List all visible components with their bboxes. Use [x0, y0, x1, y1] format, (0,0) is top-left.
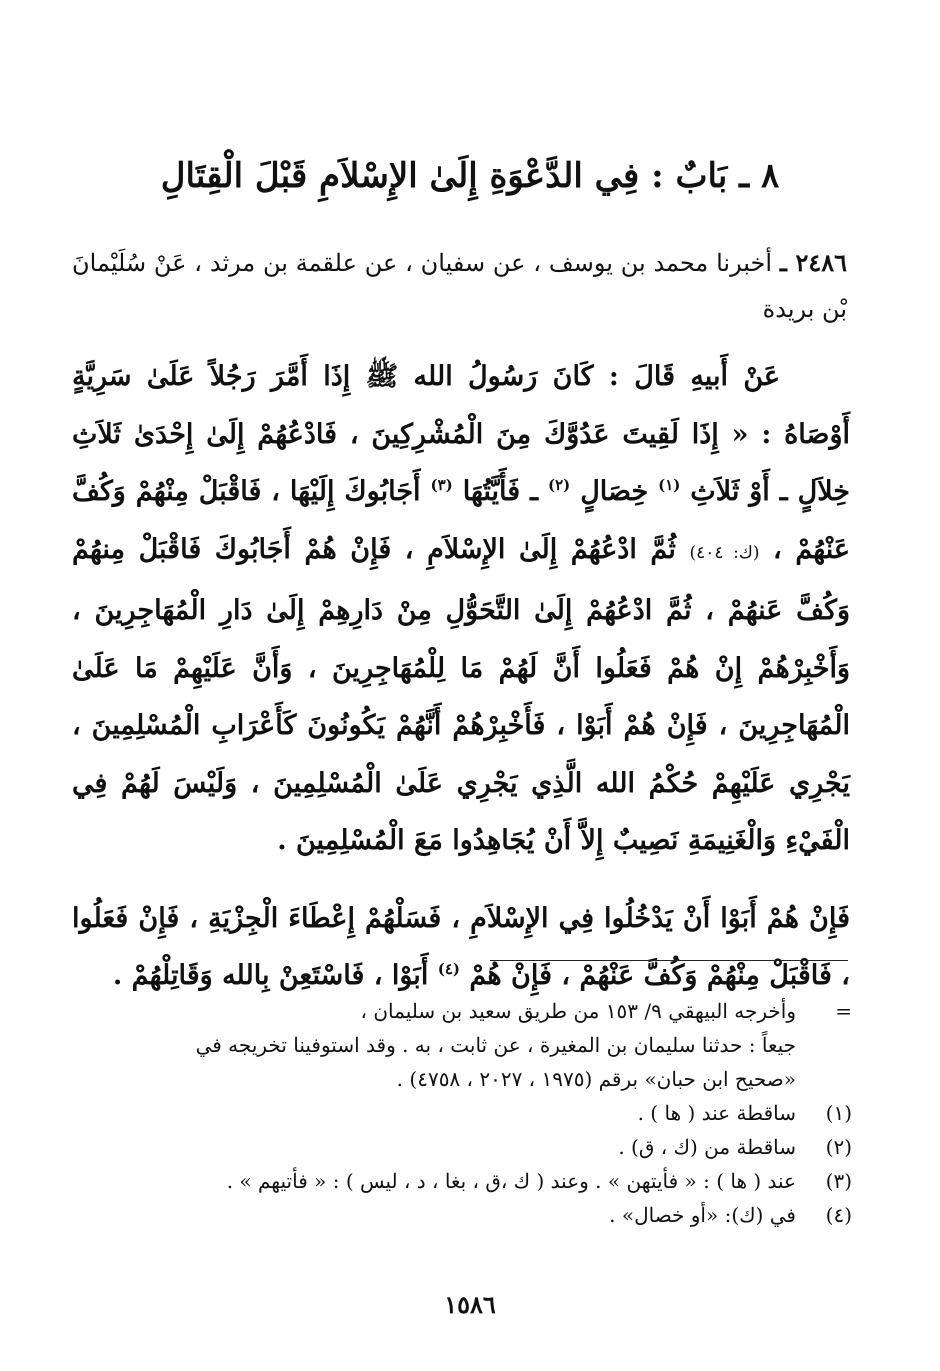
- footnote-number: [796, 1028, 852, 1062]
- footnote-item: [72, 1164, 852, 1198]
- footnote-item: [72, 1096, 852, 1130]
- hadith-matn: [72, 348, 850, 1005]
- footnote-ref-3: (٣): [430, 476, 453, 494]
- hadith-isnad: [72, 240, 847, 332]
- matn-text: ثُمَّ ادْعُهُمْ إِلَىٰ الإِسْلاَمِ ، فَإِنْ هُمْ أَجَابُوكَ فَاقْبَلْ مِنهُمْ وَكُفَّ عَنهُمْ ، ثُمَّ ادْعُهُمْ إِلَىٰ التَّحَوُّلِ مِنْ دَارِهِمْ إِلَىٰ دَارِ الْمُهَاجِرِينَ ، وَأَخْبِرْهُمْ إِنْ هُمْ فَعَلُوا أَنَّ لَهُمْ مَا لِلْمُهَاجِرِينَ ، وَأَنَّ عَلَيْهِمْ مَا عَلَىٰ الْمُهَاجِرِينَ ، فَإِنْ هُمْ أَبَوْا ، فَأَخْبِرْهُمْ أَنَّهُمْ يَكُونُونَ كَأَعْرَابِ الْمُسْلِمِينَ ، يَجْرِي عَلَيْهِمْ حُكْمُ الله الَّذِي يَجْرِي عَلَىٰ الْمُسْلِمِينَ ، وَلَيْسَ لَهُمْ فِي الْفَيْءِ وَالْغَنِيمَةِ نَصِيبٌ إِلاَّ أَنْ يُجَاهِدُوا مَعَ الْمُسْلِمِينَ .: [72, 533, 850, 856]
- footnote-text: ساقطة من (ك ، ق) .: [618, 1135, 796, 1159]
- footnote-ref-1: (١): [658, 476, 681, 494]
- matn-text: عَنْ أَبيهِ قَالَ : كَانَ رَسُولُ الله ﷺ إِذَا أَمَّرَ رَجُلاً عَلَىٰ سَرِيَّةٍ أَوْصَاهُ : « إِذَا لَقِيتَ عَدُوَّكَ مِنَ الْمُشْرِكِينَ ، فَادْعُهُمْ إِلَىٰ إِحْدَىٰ ثَلاَثِ خِلاَلٍ ـ أَوْ ثَلاَثِ: [72, 361, 850, 507]
- page-number: ١٥٨٦: [444, 1290, 496, 1319]
- chapter-title: ٨ ـ بَابٌ : فِي الدَّعْوَةِ إِلَىٰ الإِسْلاَمِ قَبْلَ الْقِتَالِ: [160, 156, 780, 196]
- matn-text: أَبَوْا ، فَاسْتَعِنْ بِالله وَقَاتِلْهُمْ .: [112, 960, 429, 991]
- page-marker: (ك: ٤٠٤): [689, 542, 760, 563]
- footnote-number: (٤): [825, 1203, 852, 1227]
- matn-text: خِصَالٍ: [580, 476, 649, 507]
- footnote-continuation: [72, 994, 852, 1028]
- footnote-number: [796, 1062, 852, 1096]
- matn-paragraph-1: [72, 348, 850, 870]
- footnote-text: وأخرجه البيهقي ٩/ ١٥٣ من طريق سعيد بن سليمان ،: [360, 999, 796, 1023]
- footnote-ref-4: (٤): [437, 960, 461, 978]
- footnote-number: (١): [825, 1101, 852, 1125]
- footnote-item: [72, 1130, 852, 1164]
- footnote-text: في (ك): «أو خصال» .: [609, 1203, 796, 1227]
- footnote-number: (٢): [825, 1135, 852, 1159]
- footnote-number: (٣): [825, 1169, 852, 1193]
- footnote-text: جيعاً : حدثنا سليمان بن المغيرة ، عن ثابت ، به . وقد استوفينا تخريجه في: [195, 1033, 796, 1057]
- footnote-item: [72, 1198, 852, 1232]
- footnote-continuation: [72, 1062, 852, 1096]
- footnote-text: «صحيح ابن حبان» برقم (١٩٧٥ ، ٢٠٢٧ ، ٤٧٥٨) .: [396, 1067, 796, 1091]
- matn-text: ـ فَأَيَّتُهَا: [462, 476, 539, 507]
- matn-text: أَجَابُوكَ إِلَيْهَا ، فَاقْبَلْ مِنْهُمْ وَكُفَّ عَنْهُمْ ،: [72, 476, 850, 565]
- hadith-number: ٢٤٨٦ ـ: [779, 248, 847, 277]
- matn-text: فَإِنْ هُمْ أَبَوْا أَنْ يَدْخُلُوا فِي الإِسْلاَمِ ، فَسَلْهُمْ إِعْطَاءَ الْجِزْيَةِ ، فَإِنْ فَعَلُوا ، فَاقْبَلْ مِنْهُمْ وَكُفَّ عَنْهُمْ ، فَإِنْ هُمْ: [72, 902, 850, 991]
- footnote-continuation: [72, 1028, 852, 1062]
- footnote-text: ساقطة عند ( ها ) .: [637, 1101, 796, 1125]
- matn-paragraph-2: [72, 890, 850, 1005]
- footnote-number: =: [835, 999, 852, 1023]
- footnotes: [72, 994, 852, 1232]
- isnad-text: أخبرنا محمد بن يوسف ، عن سفيان ، عن علقمة بن مرثد ، عَنْ سُلَيْمانَ بْن بريدة: [72, 249, 847, 323]
- footnote-text: عند ( ها ) : « فأيتهن » . وعند ( ك ،ق ، بغا ، د ، ليس ) : « فأتيهم » .: [226, 1169, 796, 1193]
- footnote-ref-2: (٢): [547, 476, 571, 494]
- footnote-divider: [490, 960, 848, 961]
